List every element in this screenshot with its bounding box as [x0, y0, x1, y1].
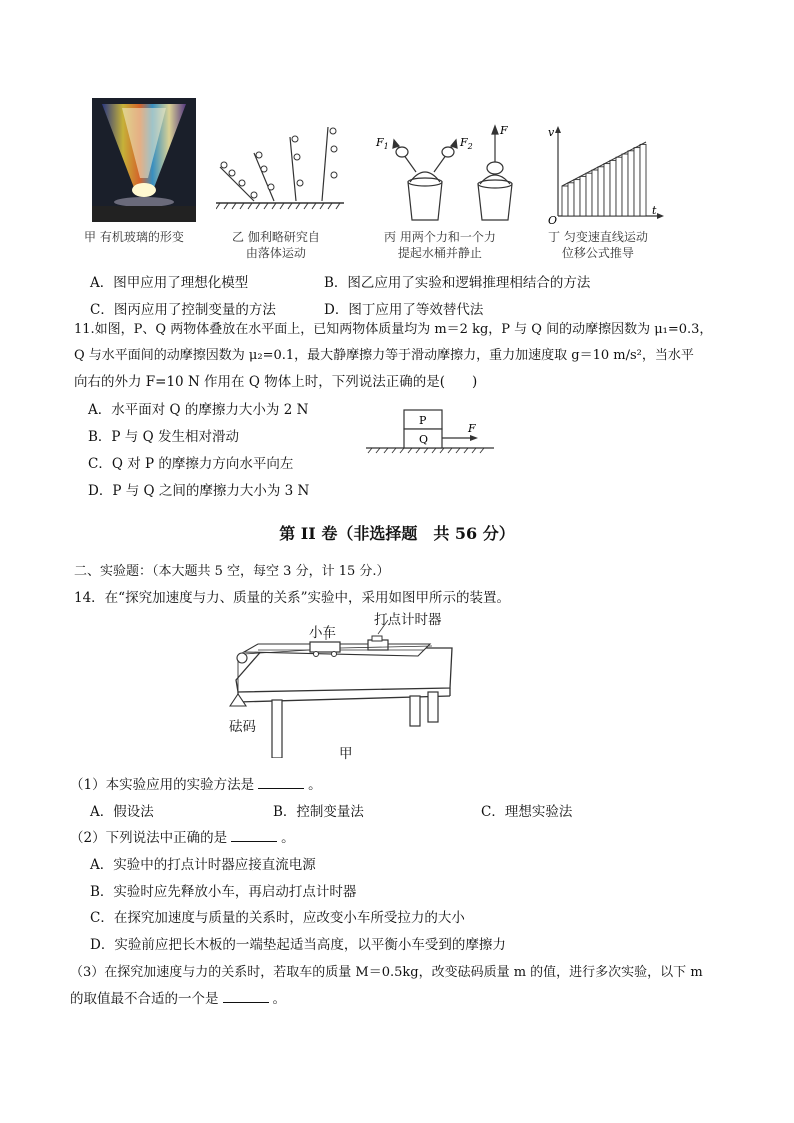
fig-yi-caption: [232, 229, 320, 261]
vt-bar: [628, 151, 634, 216]
q14-part1-option-b: B．控制变量法: [273, 804, 364, 820]
q11-option-c: C．Q 对 P 的摩擦力方向水平向左: [88, 456, 294, 472]
pq-blocks-figure: [366, 406, 494, 454]
q14-part2-option-b: B．实验时应先释放小车，再启动打点计时器: [90, 884, 357, 900]
block-q-label: Q: [419, 433, 429, 446]
vt-bar: [604, 164, 610, 216]
vt-bar: [622, 154, 628, 216]
q11-stem-line2: Q 与水平面间的动摩擦因数为 μ₂=0.1，最大静摩擦力等于滑动摩擦力，重力加速度取 g＝10 m/s²，当水平: [74, 348, 694, 363]
q14-part3-blank: [223, 990, 269, 1003]
section2-heading: 二、实验题：（本大题共 5 空，每空 3 分，计 15 分.）: [74, 564, 390, 579]
fig-bing-caption-line1: 丙 用两个力和一个力: [384, 230, 496, 244]
q14-part2: [70, 826, 295, 846]
fig-bing-f: F: [500, 124, 508, 137]
fig-ding-caption: [548, 229, 648, 261]
q14-part2-option-d: D．实验前应把长木板的一端垫起适当高度，以平衡小车受到的摩擦力: [90, 937, 506, 953]
vt-bar: [592, 170, 598, 216]
fig-bing-caption-line2: 提起水桶并静止: [397, 246, 482, 260]
vt-bar: [574, 180, 580, 216]
vt-bar: [586, 173, 592, 216]
force-f-label: F: [468, 422, 476, 435]
fig-jia-caption: 甲 有机玻璃的形变: [84, 230, 184, 244]
q14-part2-stem: （2）下列说法中正确的是: [70, 830, 228, 846]
fig-bing-caption: [384, 229, 496, 261]
fig-yi-caption-line1: 乙 伽利略研究自: [232, 230, 320, 244]
q14-part1-stem: （1）本实验应用的实验方法是: [70, 777, 255, 793]
q10-option-a: A．图甲应用了理想化模型: [90, 275, 249, 291]
organic-glass-photo: [92, 98, 196, 222]
svg-text:F1: [375, 136, 389, 151]
q14-part2-end: 。: [281, 830, 295, 846]
q11-stem-line3: 向右的外力 F=10 N 作用在 Q 物体上时，下列说法正确的是( ): [74, 374, 478, 390]
fig-ding-v: v: [548, 126, 555, 139]
q14-part1-end: 。: [308, 777, 322, 793]
vt-bar: [640, 144, 646, 216]
vt-bar: [568, 183, 574, 216]
vt-bar: [634, 148, 640, 216]
vt-bar: [610, 160, 616, 216]
vt-graph-figure: [546, 124, 666, 224]
galileo-incline-figure: [216, 125, 344, 211]
q14-part1: [70, 773, 322, 793]
vt-bar: [580, 176, 586, 216]
q14-part1-option-c: C．理想实验法: [481, 804, 573, 820]
q14-part2-blank: [231, 829, 277, 842]
q10-option-c: C．图丙应用了控制变量的方法: [90, 302, 276, 318]
q14-part1-option-a: A．假设法: [90, 804, 154, 820]
part2-title: 第 II 卷（非选择题 共 56 分）: [279, 524, 515, 543]
q11-option-b: B．P 与 Q 发生相对滑动: [88, 429, 239, 445]
q14-part3-line1: （3）在探究加速度与力的关系时，若取车的质量 M＝0.5kg，改变砝码质量 m 的值，进行多次实验，以下 m: [70, 965, 703, 980]
svg-text:F2: [459, 136, 473, 151]
fig-bing-f2: F: [460, 136, 468, 149]
cart-label: 小车: [309, 625, 336, 641]
fig-ding-o: O: [548, 214, 558, 224]
fig-ding-caption-line2: 位移公式推导: [561, 246, 634, 260]
q10-option-d: D．图丁应用了等效替代法: [324, 302, 484, 318]
q14-part3-line2: [70, 987, 286, 1007]
figure-jia-label: 甲: [339, 746, 353, 762]
q14-part2-option-c: C．在探究加速度与质量的关系时，应改变小车所受拉力的大小: [90, 910, 465, 926]
fig-bing-f1-sub: 1: [383, 142, 389, 151]
q14-part3-stem: 的取值最不合适的一个是: [70, 991, 219, 1007]
q14-part2-option-a: A．实验中的打点计时器应接直流电源: [90, 857, 316, 873]
timer-label: 打点计时器: [374, 612, 442, 628]
fig-bing-f1: F: [376, 136, 384, 149]
q14-part1-blank: [258, 776, 304, 789]
q14-stem: 14．在“探究加速度与力、质量的关系”实验中，采用如图甲所示的装置。: [74, 590, 510, 606]
q10-option-b: B．图乙应用了实验和逻辑推理相结合的方法: [324, 275, 591, 291]
fig-ding-caption-line1: 丁 匀变速直线运动: [548, 230, 648, 244]
fig-ding-t: t: [652, 204, 657, 217]
q11-stem-line1: 11.如图，P、Q 两物体叠放在水平面上，已知两物体质量均为 m＝2 kg，P 与 Q 间的动摩擦因数为 μ₁=0.3，: [74, 322, 713, 337]
bucket-forces-figure: [372, 122, 520, 224]
vt-bar: [598, 167, 604, 216]
weight-label: 砝码: [229, 719, 256, 735]
q14-part3-end: 。: [272, 991, 286, 1007]
fig-bing-f2-sub: 2: [467, 142, 473, 151]
vt-bar: [616, 157, 622, 216]
block-p-label: P: [419, 414, 427, 427]
fig-yi-caption-line2: 由落体运动: [245, 246, 306, 260]
q11-option-a: A．水平面对 Q 的摩擦力大小为 2 N: [88, 402, 309, 418]
vt-bar: [562, 186, 568, 216]
q11-option-d: D．P 与 Q 之间的摩擦力大小为 3 N: [88, 483, 310, 499]
